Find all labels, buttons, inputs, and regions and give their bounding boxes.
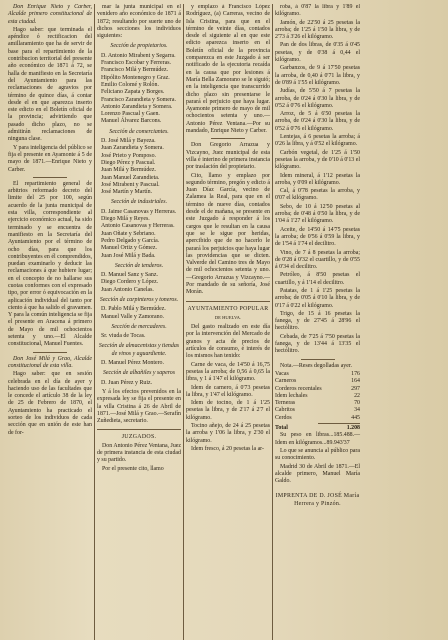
list-item: Antonio Casanovas y Herreras. <box>101 223 175 230</box>
list-item: Emilio Colomé y Rolón. <box>101 81 159 88</box>
section-heading: Sección de comerciantes. <box>109 128 169 135</box>
list-item: Francisco Escobar y Ferreras. <box>101 60 172 67</box>
livestock-note-heading: Nota.—Reses degolladas ayer. <box>280 362 352 369</box>
edict-text: mar la junta municipal en el venidero año económico de 1871 á 1872; resultando por suerte uno de dichos secciones los individuos siguientes: <box>97 4 181 40</box>
signature-line: Madrid 30 de Abril de 1871.—El alcalde primero, Manuel María Galdo. <box>275 463 360 485</box>
list-item: D. Antonio Mirabent y Segarra. <box>101 52 176 59</box>
row-label: Terneras <box>275 400 296 407</box>
name-list <box>97 333 181 340</box>
list-item: Lorenzo Pascual y Gaen. <box>101 111 160 118</box>
edict-text: El repartimiento general de arbitrios reformado decreto del limite del 25 por 100, según acuerdo de la junta municipal de esta villa, correspondiente al ejercicio económico actual, ha sido terminado y se encuentra de manifiesto en la Secretaría del Ayuntamiento por el término de ocho días, para que los contribuyentes en él comprendidos, puedan examinarlo y deducir las reclamaciones á que hubiere lugar; en el concepto de no hallarse sus cuotas conformes con el expresado tipo, por error ó equivocación en la aplicación individual del tanto por ciento á que ha salido el gravamen. Y para la común inteligencia se fija el presente en Aracena á primero de Mayo de mil ochocientos setenta y uno.—El Alcalde constitucional, Manuel Fuentes. <box>8 180 92 348</box>
name-list <box>97 306 181 321</box>
row-value: 164 <box>351 378 360 385</box>
list-item: Manuel Álvarez Barcons. <box>101 118 162 125</box>
table-row <box>275 400 360 407</box>
list-item: Francisco Zarandieta y Somera. <box>101 96 176 103</box>
announcement: Lo que se anuncia al público para su conocimiento. <box>275 447 360 462</box>
row-label: Vacas <box>275 370 289 377</box>
edict-text: Hago saber: que terminada el apéndice ó rectificacion del amillaramiento que ha de servir de base para el repartimiento de la contribucion territorial del presente año económico de 1871 á 72, se halla de manifiesto en la Secretaría del Ayuntamiento para las reclamaciones de agravios por término de quince días, á contar desde el en que aparezca inserto este edicto en el Boletín oficial de la provincia; advirtiendo que pasado dicho plazo, no se admitirán reclamaciones de ninguna clase. <box>8 26 92 143</box>
section-subtitle: DE HUELVA. <box>214 314 242 320</box>
list-item: José Martín y Martín. <box>101 189 153 196</box>
list-item: José Prieto y Pomposo. <box>101 152 156 159</box>
edict-heading: Don José Milá y Grao, Alcalde constitucional de esta villa. <box>8 355 92 369</box>
price-entry: Arroz, de 5 á 6'50 pesetas la arroba, de 0'24 á 0'30 la libra, y de 0'52 á 0'76 el kilógramo. <box>275 111 360 132</box>
row-value: 70 <box>354 400 360 407</box>
price-entry: Cebada, de 7'25 á 7'50 pesetas la fanega, y de 13'44 á 13'35 el hectólitro. <box>275 333 360 355</box>
row-value: 22 <box>354 392 360 399</box>
list-item: D. Pablo Milá y Bermúdez. <box>101 306 166 313</box>
list-item: Francisco Milá y Bermúdez. <box>101 67 169 74</box>
table-row <box>275 407 360 414</box>
edict-text: Hago saber: que en sesión celebrada en el día de ayer y haciendo uso de las facultades que le concede el artículo 38 de la ley de 25 de Febrero de 1870, el Ayuntamiento ha practicado el sorteo de los individuos de cada sección que en unión de este han de for- <box>8 371 92 436</box>
section-heading: Sección de mercaderes. <box>111 323 167 330</box>
table-row <box>275 371 360 378</box>
edict-heading: Don Antonio Pérez Ventana, Juez de primera instancia de esta ciudad y su partido. <box>97 442 181 464</box>
total-row <box>275 425 360 432</box>
row-label: Cerdos <box>275 414 292 421</box>
list-item: José Mirabent y Pascual. <box>101 181 160 188</box>
edict-heading: Don Enrique Nieto y Carber, Alcalde primero constitucional de esta ciudad. <box>8 4 92 25</box>
table-row <box>275 393 360 400</box>
row-label: Corderos recentales <box>275 385 322 392</box>
list-item: Juan José Milá y Bada. <box>101 252 156 259</box>
section-heading: Sección de tenderos. <box>114 262 164 269</box>
list-item: Manuel Ortiz y Gómez. <box>101 245 157 252</box>
edict-heading: Don Gregorio Arrazua y Vizcayno, Juez municipal de esta villa é interino de primera instancia por traslación del propietario. <box>186 142 270 171</box>
list-item: D. Manuel Pérez Montero. <box>101 360 164 367</box>
column-2 <box>95 4 184 640</box>
list-item: Juan Milá y Bermúdez. <box>101 167 156 174</box>
price-entry: Petróleo, á 8'50 pesetas el cuartillo, y á 1'14 el decilitro. <box>275 272 360 286</box>
divider <box>33 352 67 353</box>
columns <box>6 4 445 640</box>
printer-imprint: IMPRENTA DE D. JOSÉ María Herrera y Pinzón. <box>275 493 360 507</box>
edict-text: Por el presente cito, llamo <box>102 465 164 472</box>
row-label: Cabritos <box>275 407 295 414</box>
section-heading: Sección de albañiles y saperos <box>102 370 176 377</box>
list-item: Juan Manuel Zarandieta. <box>101 174 160 181</box>
price-entry: Idem de carnero, á 0'73 pesetas la libra, y 1'47 el kilógramo. <box>186 384 270 398</box>
section-title: AYUNTAMIENTO POPULAR <box>187 305 269 312</box>
column-3 <box>184 4 273 640</box>
list-item: Juan Zarandieta y Somera. <box>101 145 164 152</box>
list-item: D. José Milá y Bayeza. <box>101 138 156 145</box>
row-value: 34 <box>354 407 360 414</box>
row-label: Carneros <box>275 378 297 385</box>
name-list <box>97 138 181 196</box>
section-heading: Sección de industriales. <box>110 199 168 206</box>
list-item: D. Jaime Casanovas y Herreras. <box>101 208 177 215</box>
list-item: Feliciano Zapata y Borges. <box>101 89 165 96</box>
price-entry: Patatas, de 1 á 1'25 pesetas la arroba; de 0'05 á 0'10 la libra, y de 0'17 á 0'22 el kilógramo. <box>275 287 360 309</box>
price-entry: Vino, de 7 á 8 pesetas la arroba; de 0'28 á 0'32 el cuartillo, y de 0'55 á 0'34 el decilitro. <box>275 249 360 271</box>
list-item: Antonio Zarandieta y Somera. <box>101 103 173 110</box>
edict-closing: Y á los efectos prevenidos en la expresada ley se fija el presente en la villa Cristina á 26 de Abril de 1871.—José Milá y Grao.—Serafín Zuñedieta, secretario. <box>97 388 181 425</box>
livestock-table <box>275 371 360 432</box>
section-heading: Sección de carpinteros y toneros. <box>99 296 179 303</box>
total-rule <box>318 423 361 424</box>
price-entry: Carne de vaca, de 14'50 á 16,75 pesetas la arroba; de 0,56 á 0,65 la libra, y 1 á 1'47 el kilógramo. <box>186 361 270 383</box>
section-heading: Sección de almacenistas y tiendas de vinos y aguardiente. <box>98 343 180 357</box>
section-heading: Sección de propietarios. <box>110 43 168 50</box>
weight-summary: Su peso en libras...185.488.—Idem en kilógramos...89.943'37 <box>275 432 360 446</box>
price-entry: Idem mineral, á 1'12 pesetas la arroba, y 0'09 el kilógramo. <box>275 172 360 186</box>
list-item: Juan Oñate y Sebriano. <box>101 230 156 237</box>
table-row <box>275 415 360 422</box>
price-entry: Carbón vegetal, de 1'25 á 1'50 pesetas la arroba, y de 0'10 á 0'13 el kilógramo. <box>275 149 360 171</box>
list-item: Juan Antonio Canelas. <box>101 286 154 293</box>
price-entry: Sebo, de 10 á 12'50 pesetas al arroba; de 0'48 á 0'50 la libra, y de 1'04 á 1'27 el kilógramo. <box>275 203 360 225</box>
column-1 <box>6 4 95 640</box>
list-item: Diego Pérez y Pascual. <box>101 159 156 166</box>
divider <box>97 429 181 430</box>
price-entry: Lentejas, á 6 pesetas la arroba; á 0'26 la libra, y á 0'52 el kilógramo. <box>275 134 360 148</box>
list-item: Diego Cordero y López. <box>101 279 159 286</box>
column-4 <box>273 4 362 640</box>
divider <box>186 301 270 302</box>
edict-text: y emplazo á Francisco López Rodríguez, (a) Carreras, vecino de Isla Cristina, para que en el término de veinte días, contados desde el siguiente al en que este edicto aparezca inserto en el Boletín oficial de la provincia comparezca en este Juzgado á ser notificado de la ejecutoria recaída en la causa que por lesiones á María Bella Zamorano se le siguió; en la inteligencia que transcurrido dicho plazo sin presentarse le parará el perjuicio que haya lugar. Ayamonte primero de mayo de mil ochocientos setenta y uno.—Antonio Pérez Ventana.—Por su mandado, Enrique Nieto y Carber. <box>186 4 270 135</box>
total-value: 1.208 <box>346 425 360 432</box>
name-list <box>97 53 181 126</box>
row-value: 297 <box>351 385 360 392</box>
divider <box>301 359 335 360</box>
price-entry: Cal, á 0'78 pesetas la arroba, y 0'07 el kilógramo. <box>275 188 360 202</box>
price-entry: Garbanzos, de 9 á 17'50 pesetas la arroba, de 0,40 á 0'71 la libra, y de 0'89 á 1'55 el kilógramo. <box>275 65 360 86</box>
name-list <box>97 209 181 260</box>
price-entry: Tocino añejo, de 24 á 25 pesetas la arroba y 1'06 la libra, y 2'30 el kilógramo. <box>186 423 270 444</box>
section-title: JUZGADOS. <box>121 434 157 441</box>
table-row <box>275 378 360 385</box>
edict-text: Cito, llamo y emplazo por segundo término, pregón y edicto á Juan Díaz García, vecino de Zalamea la Real, para que en el término de nueve días, contados desde el de mañana, se presente en este Juzgado á responder á los cargos que le resultan en la causa que se le sigue por heridas, apercibido que de no hacerlo le parará los perjuicios que haya lugar las providencias que se dicten. Valverde del Camino tres de Mayo de mil ochocientos setenta y uno.—Gregorio Arrazua y Vizcayno.—Por mandado de su señoría, José Morán. <box>186 172 270 296</box>
list-item: D. Juan Pérez y Ruiz. <box>101 379 153 386</box>
price-entry: Idem de tocino, de 1 á 1'25 pesetas la libra, y de 2'17 á 2'7 el kilógramo. <box>186 400 270 421</box>
name-list <box>97 380 181 387</box>
list-item: D. Manuel Sanz y Sanz. <box>101 272 158 279</box>
list-item: Diego Milá y Reyes. <box>101 216 150 223</box>
name-list <box>97 360 181 367</box>
price-entry: Pan de dos libras, de 0'35 á 0'45 pesetas, y de 0'38 á 0,44 el kilógramo. <box>275 42 360 64</box>
price-entry: Judías, de 5'50 á 7 pesetas la arroba, de 0'24 á 0'30 la libra, y de 0'52 á 0'76 el kilógramo. <box>275 88 360 109</box>
price-entry: roba, á 0'87 la libra y 1'89 el kilógramo. <box>275 4 360 18</box>
price-entry: Trigo, de 15 á 16 pesetas la fanega, y de 27'45 á 28'96 el hectólitro. <box>275 310 360 332</box>
price-entry: Jamón, de 22'50 á 25 pesetas la arroba; de 1'25 á 1'50 la libra, y de 2'73 á 3'26 el kilógramo. <box>275 19 360 41</box>
list-item: Manuel Valle y Zamorano. <box>101 313 165 320</box>
row-label: Idem lechales <box>275 392 308 399</box>
divider <box>211 138 245 139</box>
row-value: 445 <box>351 414 360 421</box>
list-item: Pedro Delgado y García. <box>101 237 160 244</box>
total-label: Total <box>275 425 288 432</box>
divider <box>33 177 67 178</box>
name-list <box>97 272 181 294</box>
list-item: Sr. viuda de Tocas. <box>101 333 146 340</box>
market-intro: Del gasto realizado en este día por la intervención del Mercado de granos y acta de precios de artículos de consumo, é interés de los mismos han tenido: <box>186 324 270 360</box>
price-entry: Aceite, de 14'50 á 14'75 pesetas la arroba; de 0'56 á 0'59 la libra, y de 1'54 á 1'74 el decilitro. <box>275 226 360 248</box>
price-entry: Idem fresco, á 20 pesetas la ar- <box>191 445 264 452</box>
list-item: Hipólito Montenegro y Graz. <box>101 74 170 81</box>
row-value: 176 <box>351 370 360 377</box>
edict-closing: Y para inteligencia del público se fija el presente en Ayamonte á 5 de mayo de 1871.—Enrique Nieto y Carber. <box>8 144 92 173</box>
table-row <box>275 386 360 393</box>
